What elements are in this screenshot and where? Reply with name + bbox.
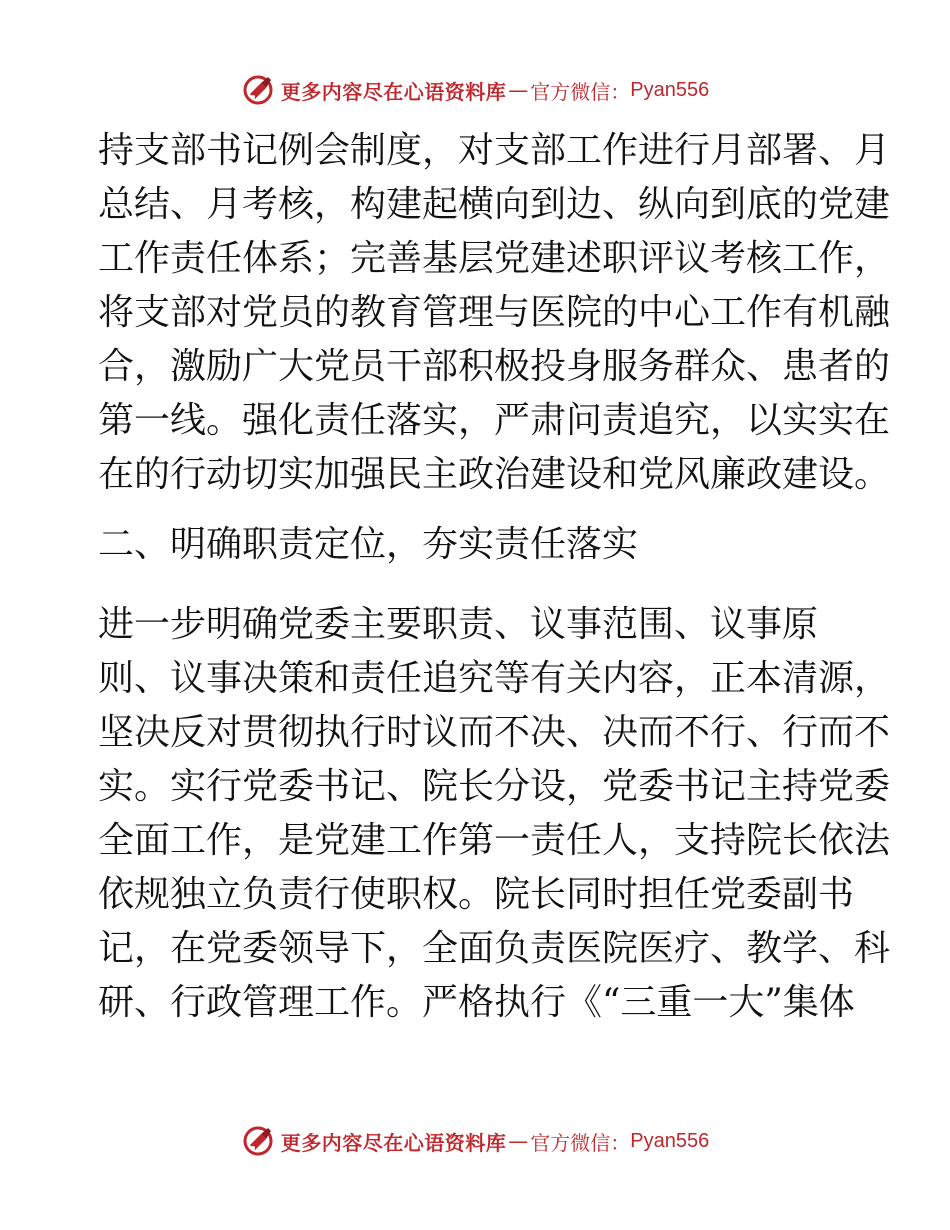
footer-banner [0,1121,950,1161]
paragraph-line: 工作责任体系；完善基层党建述职评议考核工作， [98,238,891,279]
paragraph-line: 实。实行党委书记、院长分设，党委书记主持党委 [98,766,891,807]
banner-separator: — [508,1129,529,1153]
banner-wechat-label: 官方微信： [530,1130,631,1155]
logo-icon [241,73,275,107]
paragraph-line: 进一步明确党委主要职责、议事范围、议事原 [98,604,819,645]
document-body [98,124,891,1030]
header-banner [0,70,950,110]
banner-wechat-id: Pyan556 [630,78,710,101]
banner-wechat-label: 官方微信： [530,79,631,104]
paragraph-line: 记，在党委领导下，全面负责医院医疗、教学、科 [98,928,891,969]
paragraph-line: 依规独立负责行使职权。院长同时担任党委副书 [98,874,855,915]
logo-icon [241,1124,275,1158]
banner-separator: — [508,78,529,102]
paragraph-line: 坚决反对贯彻执行时议而不决、决而不行、行而不 [98,712,891,753]
paragraph-line: 将支部对党员的教育管理与医院的中心工作有机融 [98,292,891,333]
banner-wechat-id: Pyan556 [630,1129,710,1152]
paragraph-line: 持支部书记例会制度，对支部工作进行月部署、月 [98,130,891,171]
paragraph-line: 全面工作，是党建工作第一责任人，支持院长依法 [98,820,891,861]
paragraph-line: 合，激励广大党员干部积极投身服务群众、患者的 [98,346,891,387]
paragraph-line: 总结、月考核，构建起横向到边、纵向到底的党建 [98,184,891,225]
paragraph-line: 第一线。强化责任落实，严肃问责追究，以实实在 [98,400,891,441]
banner-slogan: 更多内容尽在心语资料库 [280,79,507,104]
paragraph-line: 在的行动切实加强民主政治建设和党风廉政建设。 [98,454,891,495]
paragraph-line: 研、行政管理工作。严格执行《“三重一大”集体 [98,982,855,1023]
banner-slogan: 更多内容尽在心语资料库 [280,1130,507,1155]
section-heading: 二、明确职责定位，夯实责任落实 [98,524,639,565]
paragraph-line: 则、议事决策和责任追究等有关内容，正本清源， [98,658,891,699]
